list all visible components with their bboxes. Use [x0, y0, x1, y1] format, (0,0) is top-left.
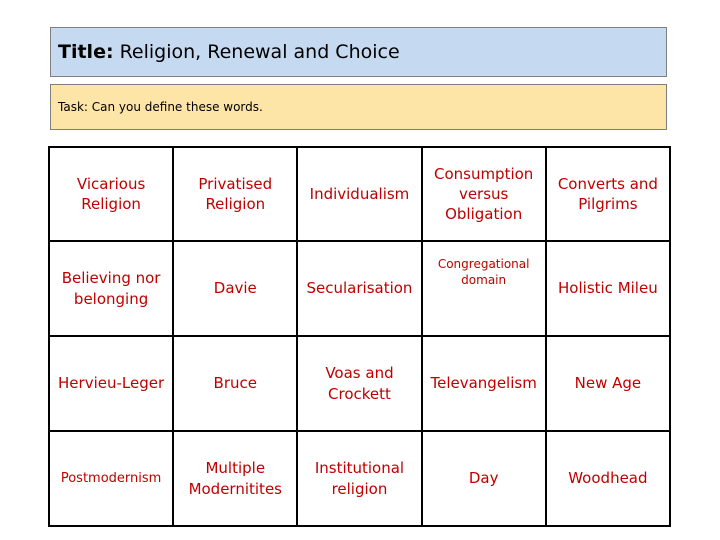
term-cell: Woodhead [546, 431, 670, 526]
term-cell: Hervieu-Leger [49, 336, 173, 431]
term-cell: Bruce [173, 336, 297, 431]
term-cell: Secularisation [297, 241, 421, 336]
table-row [49, 336, 670, 431]
key-terms-table [48, 146, 671, 527]
term-cell: Televangelism [422, 336, 546, 431]
term-cell: Converts and Pilgrims [546, 147, 670, 241]
term-cell: Davie [173, 241, 297, 336]
term-cell: Consumption versus Obligation [422, 147, 546, 241]
term-cell: Postmodernism [49, 431, 173, 526]
term-cell: Voas and Crockett [297, 336, 421, 431]
title-box [50, 27, 667, 77]
term-cell: Multiple Modernitites [173, 431, 297, 526]
table-row [49, 241, 670, 336]
term-cell: Believing nor belonging [49, 241, 173, 336]
term-cell: Day [422, 431, 546, 526]
term-cell: New Age [546, 336, 670, 431]
task-text: Task: Can you define these words. [58, 100, 263, 114]
term-cell: Holistic Mileu [546, 241, 670, 336]
title-label: Title: [58, 41, 114, 63]
title-text: Religion, Renewal and Choice [119, 41, 400, 63]
task-box [50, 84, 667, 130]
term-cell: Congregational domain [422, 241, 546, 336]
table-row [49, 147, 670, 241]
term-cell: Individualism [297, 147, 421, 241]
term-cell: Institutional religion [297, 431, 421, 526]
term-cell: Privatised Religion [173, 147, 297, 241]
table-row [49, 431, 670, 526]
term-cell: Vicarious Religion [49, 147, 173, 241]
